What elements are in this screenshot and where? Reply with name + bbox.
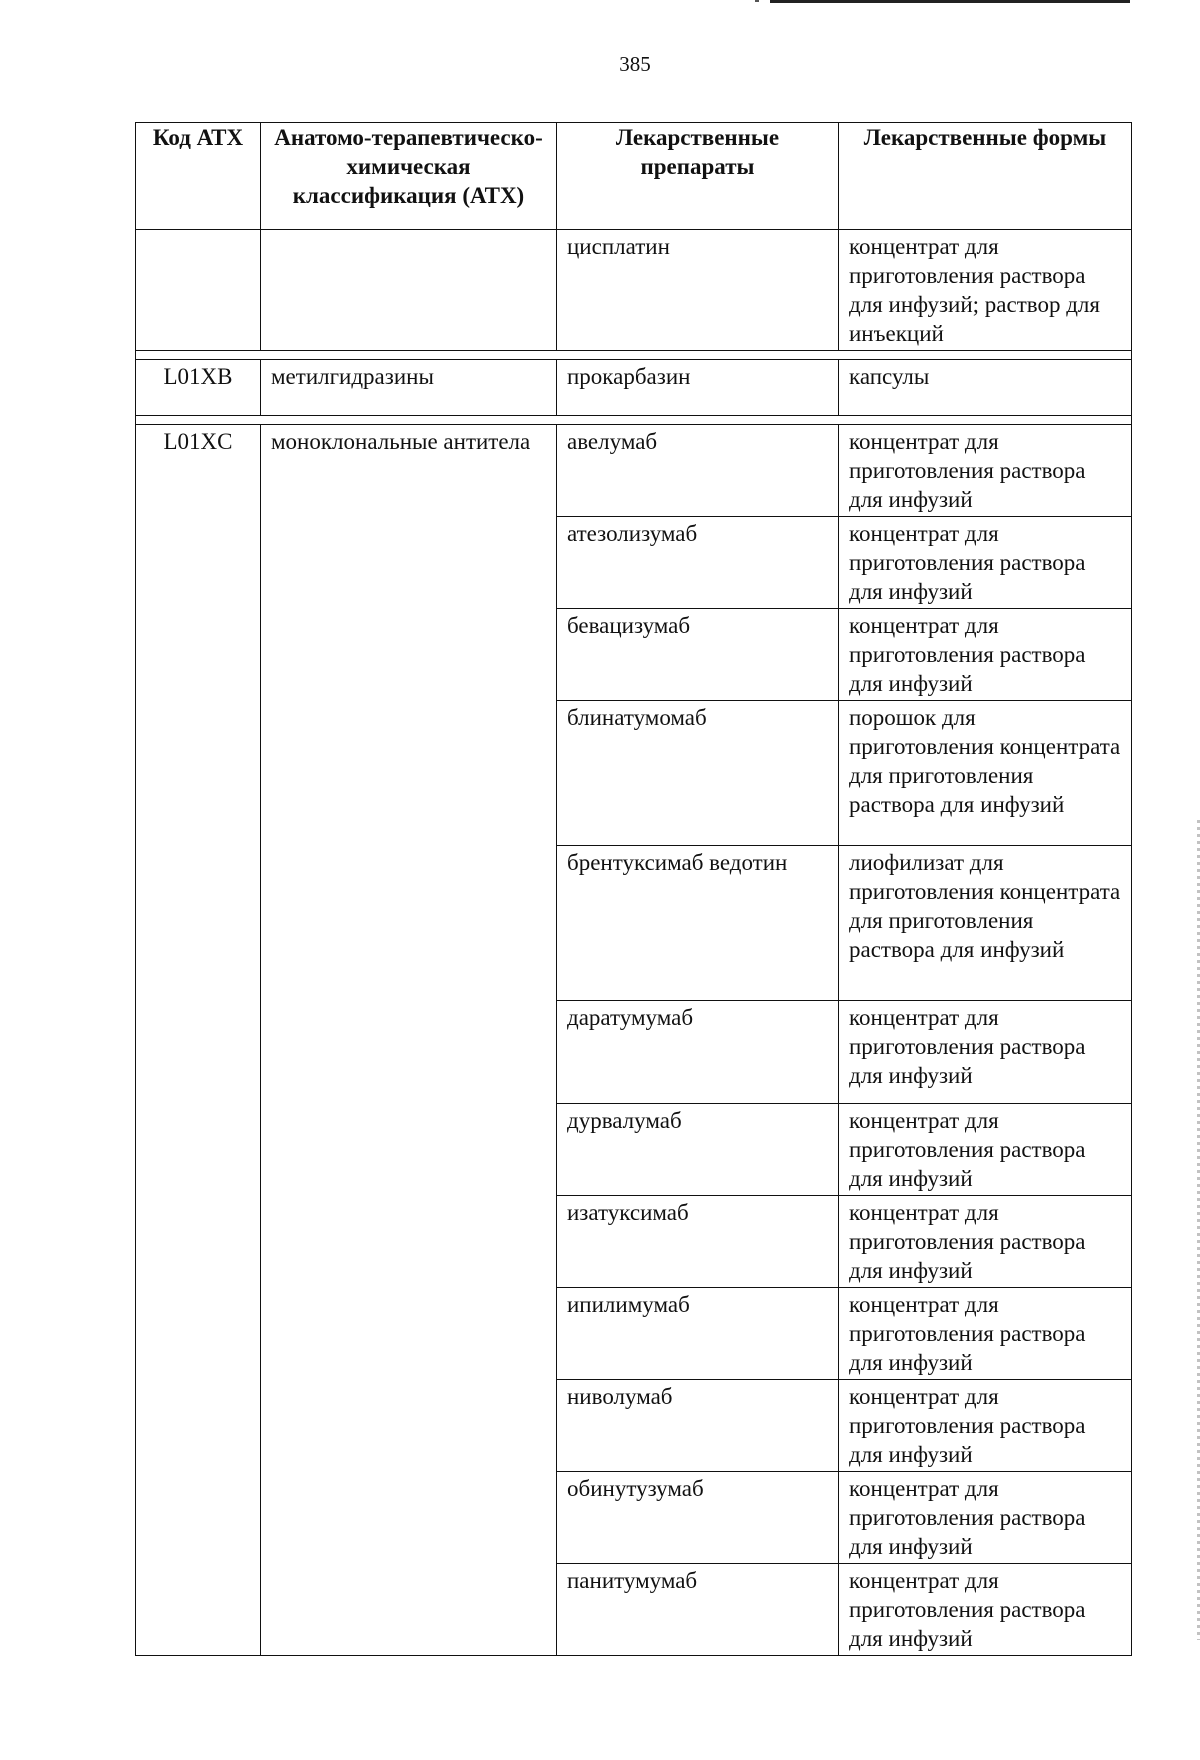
drug-cell: прокарбазин	[557, 360, 839, 416]
form-cell: концентрат для приготовления раствора для инфузий; раствор для инъекций	[839, 230, 1132, 351]
form-cell: концентрат для приготовления раствора для инфузий	[839, 1001, 1132, 1104]
header-classification: Анатомо-терапевтическо-химическая классификация (АТХ)	[261, 123, 557, 230]
form-cell: концентрат для приготовления раствора для инфузий	[839, 1104, 1132, 1196]
form-cell: концентрат для приготовления раствора для инфузий	[839, 425, 1132, 517]
drug-cell: дурвалумаб	[557, 1104, 839, 1196]
form-cell: концентрат для приготовления раствора для инфузий	[839, 1380, 1132, 1472]
table-row	[136, 230, 1132, 351]
header-code: Код АТХ	[136, 123, 261, 230]
row-separator	[136, 416, 1132, 425]
drug-cell: цисплатин	[557, 230, 839, 351]
form-cell: концентрат для приготовления раствора для инфузий	[839, 1196, 1132, 1288]
row-separator	[136, 351, 1132, 360]
table-row	[136, 360, 1132, 416]
header-row	[136, 123, 1132, 230]
drug-cell: брентуксимаб ведотин	[557, 846, 839, 1001]
drug-cell: ипилимумаб	[557, 1288, 839, 1380]
page-number: 385	[619, 52, 651, 76]
empty-class-cell	[261, 230, 557, 351]
form-cell: лиофилизат для приготовления концентрата для приготовления раствора для инфузий	[839, 846, 1132, 1001]
drug-cell: обинутузумаб	[557, 1472, 839, 1564]
form-cell: концентрат для приготовления раствора для инфузий	[839, 609, 1132, 701]
drug-cell: бевацизумаб	[557, 609, 839, 701]
drug-cell: даратумумаб	[557, 1001, 839, 1104]
empty-code-cell	[136, 230, 261, 351]
form-cell: порошок для приготовления концентрата для приготовления раствора для инфузий	[839, 701, 1132, 846]
drug-cell: панитумумаб	[557, 1564, 839, 1656]
drug-cell: атезолизумаб	[557, 517, 839, 609]
class-cell: моноклональные антитела	[261, 425, 557, 1656]
drug-cell: ниволумаб	[557, 1380, 839, 1472]
drug-cell: изатуксимаб	[557, 1196, 839, 1288]
form-cell: концентрат для приготовления раствора для инфузий	[839, 1472, 1132, 1564]
code-cell: L01XB	[136, 360, 261, 416]
form-cell: концентрат для приготовления раствора для инфузий	[839, 1564, 1132, 1656]
table-row	[136, 425, 1132, 517]
header-drugs: Лекарственные препараты	[557, 123, 839, 230]
form-cell: концентрат для приготовления раствора для инфузий	[839, 517, 1132, 609]
atx-table	[135, 122, 1132, 1656]
scan-speck	[755, 0, 759, 2]
drug-cell: блинатумомаб	[557, 701, 839, 846]
class-cell: метилгидразины	[261, 360, 557, 416]
header-forms: Лекарственные формы	[839, 123, 1132, 230]
form-cell: концентрат для приготовления раствора для инфузий	[839, 1288, 1132, 1380]
drug-cell: авелумаб	[557, 425, 839, 517]
top-border-line	[770, 0, 1130, 3]
code-cell: L01XC	[136, 425, 261, 1656]
form-cell: капсулы	[839, 360, 1132, 416]
